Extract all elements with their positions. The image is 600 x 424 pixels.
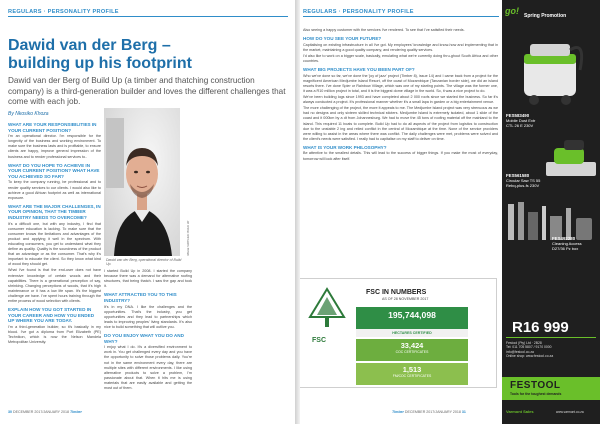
right-column-paragraph: I'd also like to work on a bigger scale, basically, emulating what we're currently doing thru-ghout South Africa and other countries. xyxy=(303,53,498,63)
article-title-line-1: Dawid van der Berg – xyxy=(8,37,171,54)
fsc-date: AS OF 28 NOVEMBER 2017 xyxy=(382,297,429,301)
footer-right xyxy=(392,410,466,414)
right-column-heading: WHAT BIG PROJECTS HAVE YOU BEEN PART OF? xyxy=(303,67,415,73)
left-column xyxy=(8,119,101,345)
left-column-paragraph: It's a difficult one, but with any industry, I find that consumer education is lacking. To make sure that the consumer knows the limitations and advantages of the product and applying it well in the spectrum. With educating consumers, you get to understand what they define as quality. Quality is the soundness of the product that an advantage or as the consumer. That's why it's important to educate the client. So they know what kind of wood they should get. xyxy=(8,221,101,267)
festool-logo-text: FESTOOL xyxy=(510,380,561,391)
ad-price: R16 999 xyxy=(512,319,569,336)
ad-contact-line-2: Tel: 011 705 5807 / 9170 0000 xyxy=(506,345,552,350)
middle-column-heading: WHAT ATTRACTED YOU TO THIS INDUSTRY? xyxy=(104,292,177,303)
right-column-heading: WHAT IS YOUR WORK PHILOSOPHY? xyxy=(303,144,387,150)
ad-product-1-label-2: CTL 26 E 230V xyxy=(506,123,534,128)
fsc-fmcoc-label: FM/COC CERTIFICATES xyxy=(392,374,432,378)
ad-product-2-label-1: Circular Saw TS 55 xyxy=(506,178,541,183)
ad-contact-line-4[interactable]: Online shop: www.festool.co.za xyxy=(506,354,554,359)
middle-column-paragraph: I enjoy what I do. It's a diversified environment to work in. You get challenged every day and you have the opportunity to solve those problems daily. You're not in the same environment every day, there are multiple sites with different environments. I like using alternative products to solve a problem, I'm passionate about that. When it hits me is using materials that are easily available and getting the most out of them. xyxy=(104,345,192,390)
left-column-heading: WHAT DO YOU HOPE TO ACHIEVE IN YOUR CURRENT POSITION? WHAT HAVE YOU ACHIEVED SO FAR? xyxy=(8,162,100,179)
photo-credit: IMAGE SUPPLIED: BUILD UP xyxy=(187,220,190,256)
middle-column xyxy=(104,268,192,391)
ad-product-2 xyxy=(506,173,540,188)
fsc-fmcoc-row xyxy=(356,363,468,385)
right-column-paragraph: Also seeing a happy customer with the services I've rendered. To see that I've satisfied their needs. xyxy=(303,28,465,32)
ad-product-2-label-2: Rebq-plus-fs 230V xyxy=(506,183,540,188)
fsc-hectares-row xyxy=(356,307,468,329)
header-rule-left xyxy=(8,16,288,17)
fsc-org-label: FSC xyxy=(312,337,326,344)
section-tag-left: REGULARS · PERSONALITY PROFILE xyxy=(8,9,119,15)
fsc-coc-value: 33,424 xyxy=(400,341,424,350)
right-column-paragraph: Be attentive to the smallest details. This will lead to the success of bigger things. If you make the most of everyday, tomorrow will look after itself. xyxy=(303,151,498,161)
ad-dealer-name: Varmont Sales xyxy=(506,409,534,414)
festool-advert[interactable] xyxy=(502,0,600,424)
ad-contact xyxy=(506,341,596,359)
middle-column-paragraph: I started Build Up in 2008. I started the company because there was a demand for alternative roofing structures, that being thatch. I saw the gap and took it. xyxy=(104,269,192,289)
right-column-heading: HOW DO YOU SEE YOUR FUTURE? xyxy=(303,36,382,42)
ad-festool-band xyxy=(502,377,600,400)
article-title xyxy=(8,37,293,73)
footer-left-date: DECEMBER 2017/JANUARY 2018 xyxy=(13,410,69,414)
footer-right-page: 31 xyxy=(461,410,466,414)
ad-product-1-label-1: Mobile Dust Extr xyxy=(506,118,536,123)
footer-left xyxy=(8,410,82,414)
ad-product-1-code: FES583490 xyxy=(506,113,530,118)
left-column-paragraph: I'm an operational director. I'm responsible for the longevity of the business and working environment. To make sure the business lasts and is profitable, to ensure clients are happy, improve general impression of the business and to render professional services to.. xyxy=(8,134,101,159)
left-column-heading: WHAT ARE THE MAJOR CHALLENGES, IN YOUR OPINION, THAT THE TIMBER INDUSTRY NEEDS TO OVERCOME? xyxy=(8,203,101,220)
fsc-numbers-panel xyxy=(300,278,497,388)
fsc-coc-label: COC CERTIFICATES xyxy=(395,350,429,354)
right-column-paragraph: We've been building logs since 1993 and have completed about 2 000 roofs since we started the business. So far it's always conducted a project. It's professional manner whether it's a small lapa in garden or a big entertainment venue. xyxy=(303,95,498,105)
footer-right-date: DECEMBER 2017/JANUARY 2018 xyxy=(404,410,461,414)
person-illustration xyxy=(104,108,180,256)
fsc-hectares-label: HECTARES CERTIFIED xyxy=(356,329,468,337)
ad-go-logo: go! xyxy=(505,6,519,16)
ad-product-3-code: FES492280 xyxy=(552,236,576,241)
section-tag-right: REGULARS · PERSONALITY PROFILE xyxy=(303,9,414,15)
ad-promo-label: Spring Promotion xyxy=(524,13,567,19)
right-column xyxy=(303,27,498,162)
ad-dealer-url[interactable]: www.varmont.co.za xyxy=(556,410,584,414)
right-column-paragraph: Capitalising on existing infrastructure in all I've got. My employees' knowledge and know-how and implementing that in the market, maintaining a good quality company, and rendering quality services. xyxy=(303,42,498,52)
fsc-tree-icon xyxy=(308,287,346,335)
header-rule-right xyxy=(303,16,499,17)
fsc-title: FSC IN NUMBERS xyxy=(366,289,427,296)
ad-product-3 xyxy=(552,236,582,251)
ad-product-2-code: FES561580 xyxy=(506,173,530,178)
photo-caption: Dawid van der Berg, operational director of Build Up. xyxy=(106,258,182,266)
festool-tagline: Tools for the toughest demands xyxy=(510,392,562,396)
footer-left-mag: Timber xyxy=(70,410,82,414)
portrait-photo xyxy=(104,108,180,256)
left-column-heading: WHAT ARE YOUR RESPONSIBILITIES IN YOUR CURRENT POSITION? xyxy=(8,122,97,133)
ad-product-3-label-1: Cleaning Access xyxy=(552,241,582,246)
ad-product-1 xyxy=(506,113,535,128)
left-column-paragraph: To keep the company running, be professional and to render quality services to our clients. I would also like to achieve a good African footprint as well as international exposure. xyxy=(8,180,101,200)
fsc-fmcoc-value: 1,513 xyxy=(402,365,422,374)
fsc-hectares-value: 195,744,098 xyxy=(388,310,436,320)
middle-column-heading: DO YOU ENJOY WHAT YOU DO AND WHY? xyxy=(104,333,184,344)
right-column-paragraph: The more challenging of the project, the more it appeals to me. The Medjumbe Island project was very strenuous as we had no designs and only sixteen skilled technical sticters. Medjumbe Island is extremely isolated, about 1 slide of the coast and it 000km by a dt from Johannesburg. We had to move the 45 tons of roofing material off the mainland to the island. This required 11 boats to complete. Build Up had to do all aspects of the project from logistics to construction due to the unstable 2 ing and relied conflict in the central of Mozambique at the time. None of the service providers were willing to assist in the areas where there was conflict. The daily challenges were met, problems were solved and the client's needs were satisfied. I really had to capitalise on my staff to deliver on time. xyxy=(303,106,498,141)
ad-price-rule xyxy=(506,337,596,338)
article-title-line-2: building up his footprint xyxy=(8,55,192,72)
photo-wall-shadow xyxy=(106,118,124,188)
footer-left-page: 30 xyxy=(8,410,12,414)
right-eye xyxy=(146,171,150,174)
left-column-heading: EXPLAIN HOW YOU GOT STARTED IN YOUR CAREER AND HOW YOU ENDED UP WHERE YOU ARE TODAY. xyxy=(8,307,95,324)
right-column-paragraph: Who we've done so far, we've done the 'joy of jazz' project (Timber 8), issue 14) and I came back from a project for the magnificent American Medjumbe Island Resort, off the coast of Mozambique (Tanzanian border side), we did an island resorts there. I've done Spier or Rainbow Village, which was one of my starting points. The village was the former one, it was a R10 million project in total, and it is the biggest dome village in the world. So, it was a nice project to do. xyxy=(303,73,498,93)
left-page xyxy=(0,0,295,424)
ad-contact-line-3[interactable]: info@festool.co.za xyxy=(506,349,534,354)
circular-saw-image xyxy=(542,136,600,186)
dust-extractor-image xyxy=(516,30,586,112)
ad-contact-line-1: Festool (Pty) Ltd · 2B28 xyxy=(506,341,542,345)
article-byline: By Nkosiko Khoza xyxy=(8,111,49,117)
footer-right-mag: Timber xyxy=(392,410,404,414)
ad-top-strip xyxy=(502,0,600,28)
ad-bottom-strip xyxy=(502,400,600,424)
left-column-paragraph: I'm a third-generation builder, so it's basically in my blood. I've got a diploma from Port Elizabeth (PE) Technikon, which is now the Nelson Mandela Metropolitan University. xyxy=(8,324,101,345)
left-column-paragraph: What I've found is that the end-user does not have extensive knowledge of certain woods and their capabilities. There is a generational perception of say, shrinking. Changing perceptions of woods, that it's high maintenance or it has a low life span. It's the biggest challenge we have. I've spent hours training through the entire process of wood selection with clients. xyxy=(8,268,101,303)
middle-column-paragraph: It's in my DNA. I like the challenges and the opportunities. That's the industry, you get opportunities and they lead to partnerships which leads to improving peoples' living standards. It's also nice to build something that will outlive you. xyxy=(104,304,192,329)
fsc-coc-row xyxy=(356,339,468,361)
left-eye xyxy=(134,171,138,174)
article-intro: Dawid van der Berg of Build Up (a timber and thatching construction company) is a third-generation builder and loves the different challenges that come with each job. xyxy=(8,76,286,106)
ad-product-3-label-2: D27/36 Pz box xyxy=(552,246,579,251)
